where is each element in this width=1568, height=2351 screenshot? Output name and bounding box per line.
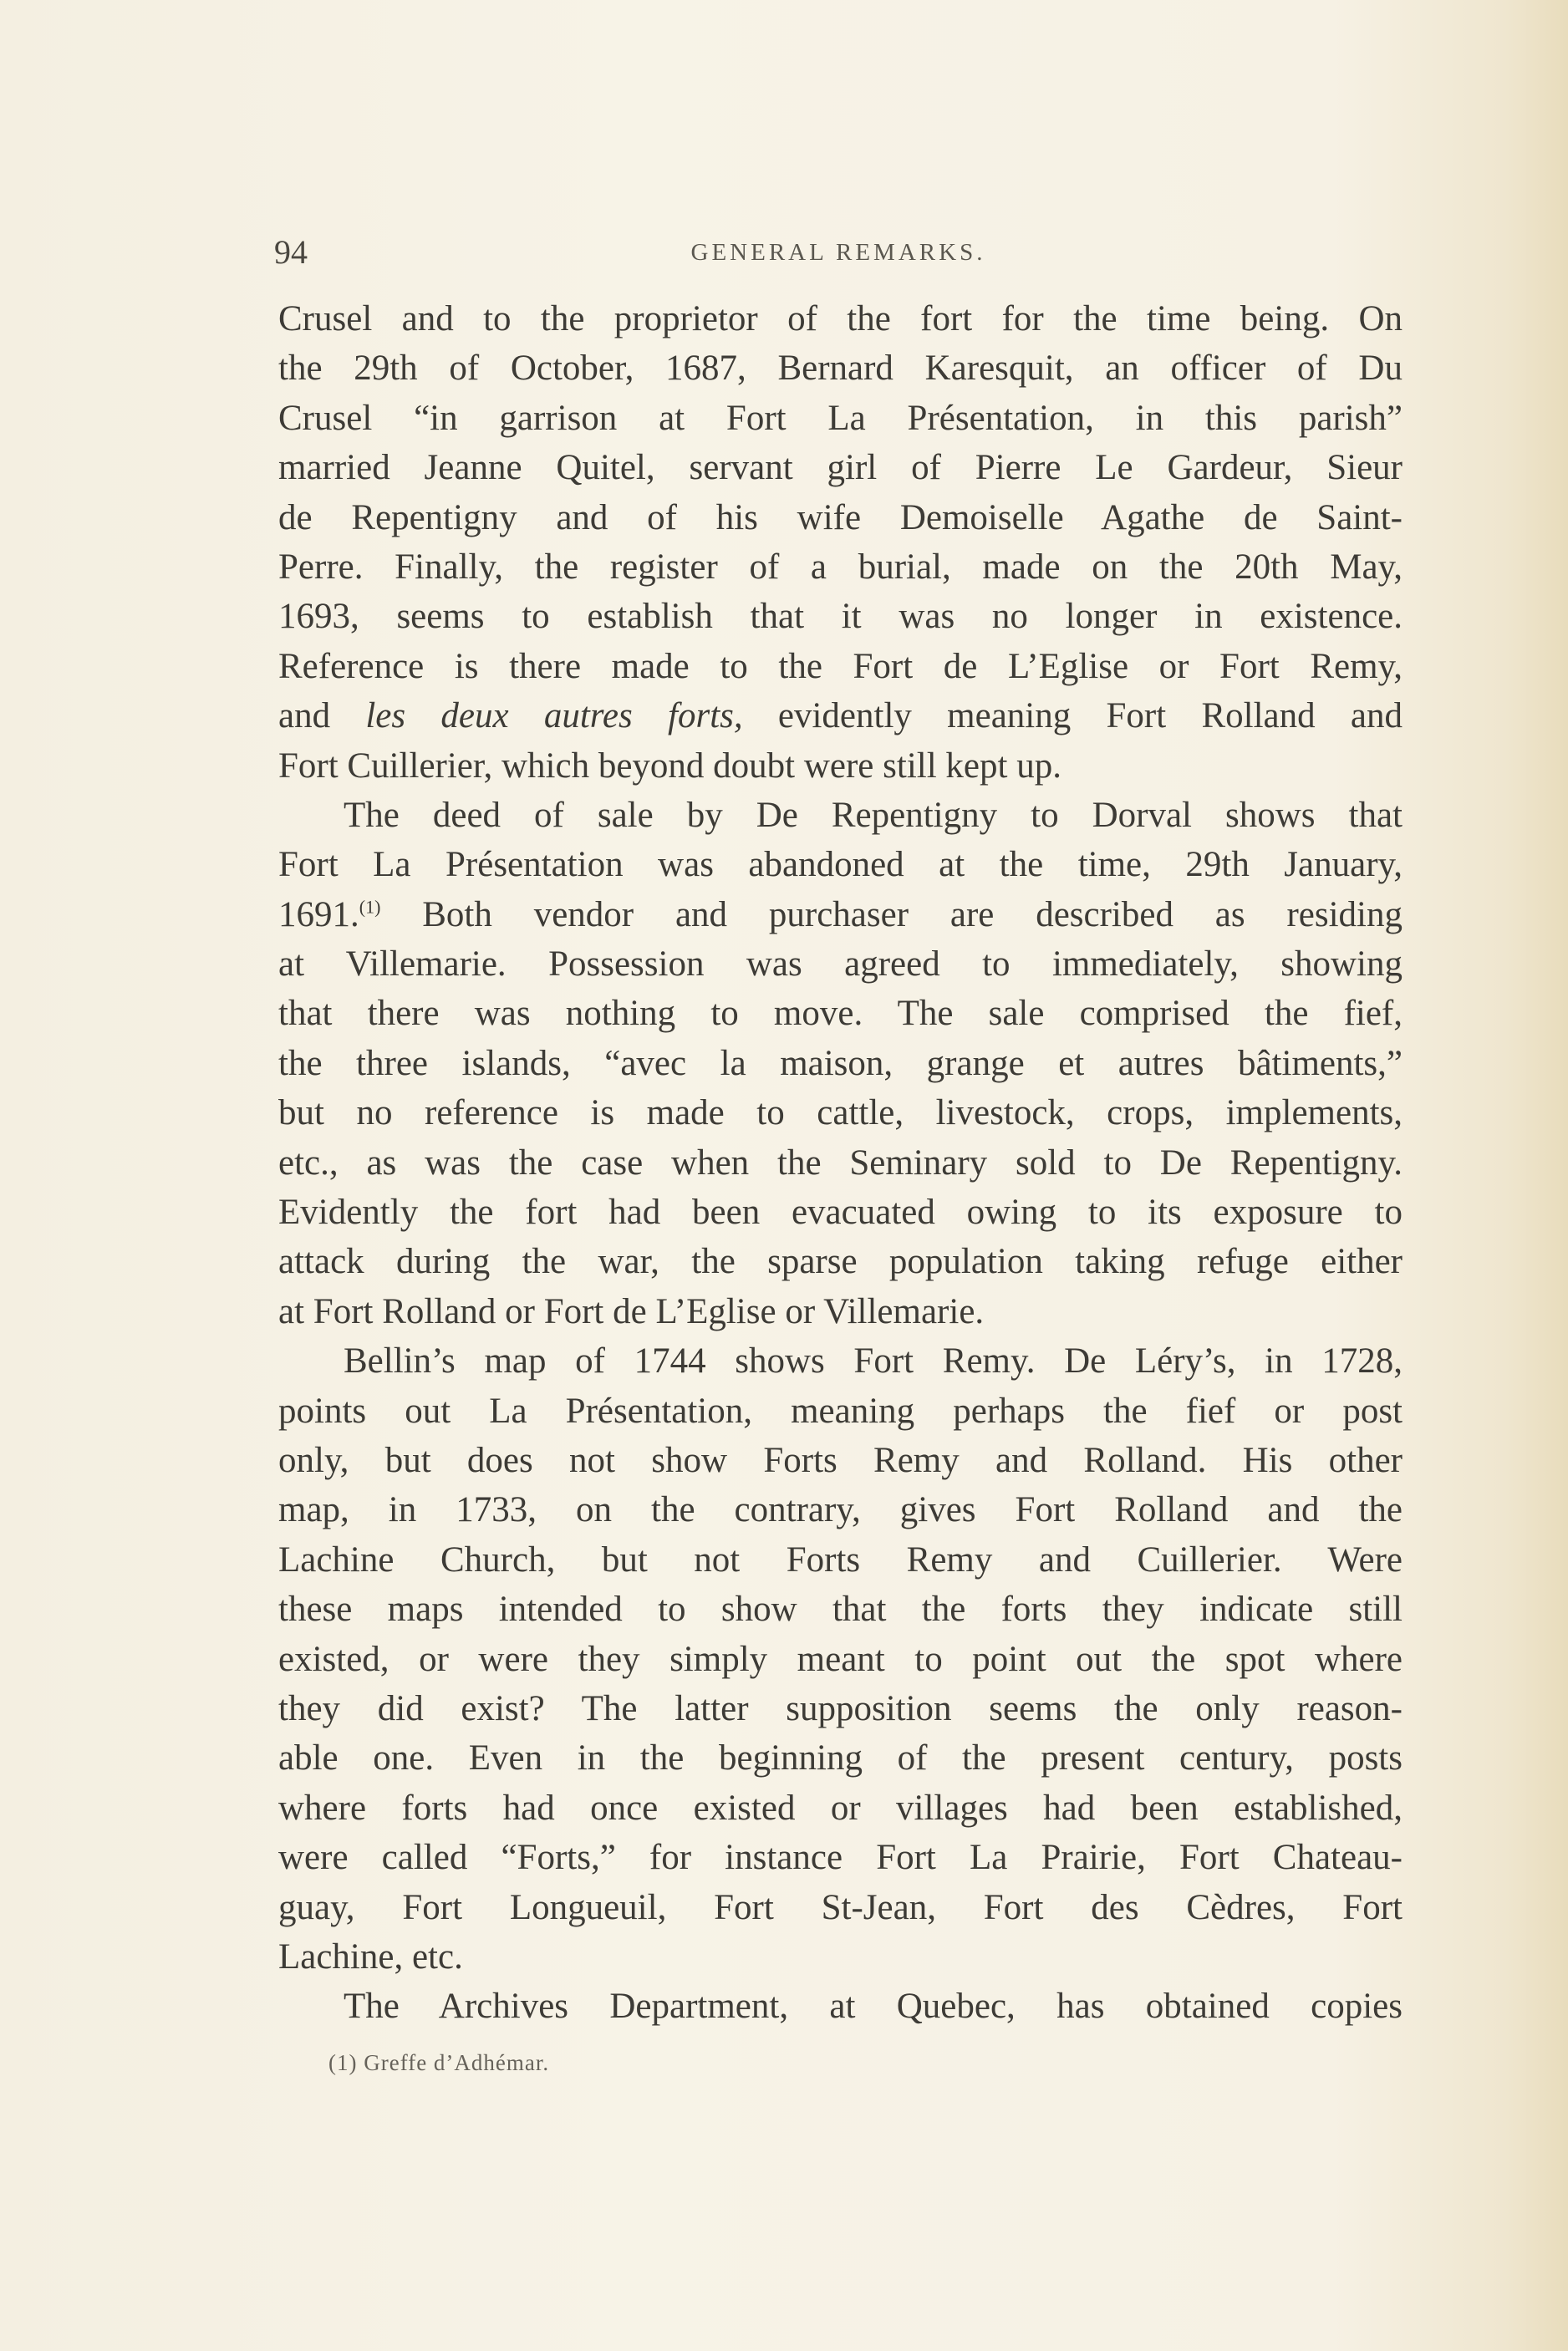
paragraph-start-line: The deed of sale by De Repentigny to Dorval shows that xyxy=(344,795,1403,835)
text-line: Reference is there made to the Fort de L’Eglise or Fort Remy, xyxy=(278,646,1403,686)
text-line: existed, or were they simply meant to point out the spot where xyxy=(278,1639,1403,1679)
page-number: 94 xyxy=(274,233,308,271)
text-line: where forts had once existed or villages had been established, xyxy=(278,1788,1403,1828)
text-line: Lachine Church, but not Forts Remy and Cuillerier. Were xyxy=(278,1539,1403,1580)
footnote: (1) Greffe d’Adhémar. xyxy=(328,2050,550,2075)
running-head: GENERAL REMARKS. xyxy=(690,239,986,266)
text-line: guay, Fort Longueuil, Fort St-Jean, Fort des Cèdres, Fort xyxy=(278,1887,1403,1927)
page-header xyxy=(266,232,1411,282)
text-line: only, but does not show Forts Remy and Rolland. His other xyxy=(278,1440,1403,1480)
text-span: 1691. xyxy=(278,894,359,934)
text-span: and xyxy=(278,696,366,736)
text-line: Crusel “in garrison at Fort La Présentation, in this parish” xyxy=(278,398,1403,438)
italic-phrase: les deux autres forts, xyxy=(365,696,743,736)
text-line: Crusel and to the proprietor of the fort for the time being. On xyxy=(278,299,1403,338)
text-line-with-italic xyxy=(278,691,1403,740)
text-line: map, in 1733, on the contrary, gives Fort Rolland and the xyxy=(278,1490,1403,1530)
text-line: points out La Présentation, meaning perhaps the fief or post xyxy=(278,1391,1403,1431)
text-line-with-footnote xyxy=(278,890,1403,939)
text-line: at Villemarie. Possession was agreed to immediately, showing xyxy=(278,944,1403,985)
text-line: were called “Forts,” for instance Fort La Prairie, Fort Chateau- xyxy=(278,1838,1403,1878)
text-line: Fort Cuillerier, which beyond doubt were still kept up. xyxy=(278,746,1061,786)
text-line: they did exist? The latter supposition seems the only reason- xyxy=(278,1688,1403,1728)
text-line: attack during the war, the sparse population taking refuge either xyxy=(278,1242,1403,1282)
text-line: Evidently the fort had been evacuated owing to its exposure to xyxy=(278,1193,1403,1233)
text-line: these maps intended to show that the forts they indicate still xyxy=(278,1590,1403,1630)
text-line: the 29th of October, 1687, Bernard Karesquit, an officer of Du xyxy=(278,349,1403,389)
text-line: Perre. Finally, the register of a burial, made on the 20th May, xyxy=(278,547,1403,587)
text-line: 1693, seems to establish that it was no longer in existence. xyxy=(278,597,1403,637)
text-line: married Jeanne Quitel, servant girl of Pierre Le Gardeur, Sieur xyxy=(278,448,1403,488)
footnote-marker: (1) xyxy=(359,896,381,918)
paragraph-start-line: The Archives Department, at Quebec, has obtained copies xyxy=(344,1987,1403,2027)
text-line: etc., as was the case when the Seminary sold to De Repentigny. xyxy=(278,1142,1403,1183)
text-line: Lachine, etc. xyxy=(278,1936,463,1977)
text-line: that there was nothing to move. The sale comprised the fief, xyxy=(278,994,1403,1034)
text-span: evidently meaning Fort Rolland and xyxy=(742,696,1403,736)
body-text xyxy=(278,294,1403,2032)
text-line: at Fort Rolland or Fort de L’Eglise or Villemarie. xyxy=(278,1291,985,1331)
text-span: Both vendor and purchaser are described as residing xyxy=(380,894,1403,934)
text-line: able one. Even in the beginning of the present century, posts xyxy=(278,1738,1403,1779)
text-line: the three islands, “avec la maison, grange et autres bâtiments,” xyxy=(278,1043,1403,1083)
paragraph-start-line: Bellin’s map of 1744 shows Fort Remy. De Léry’s, in 1728, xyxy=(344,1341,1403,1382)
text-line: Fort La Présentation was abandoned at the time, 29th January, xyxy=(278,845,1403,885)
text-line: de Repentigny and of his wife Demoiselle Agathe de Saint- xyxy=(278,497,1403,537)
text-line: but no reference is made to cattle, livestock, crops, implements, xyxy=(278,1093,1403,1133)
